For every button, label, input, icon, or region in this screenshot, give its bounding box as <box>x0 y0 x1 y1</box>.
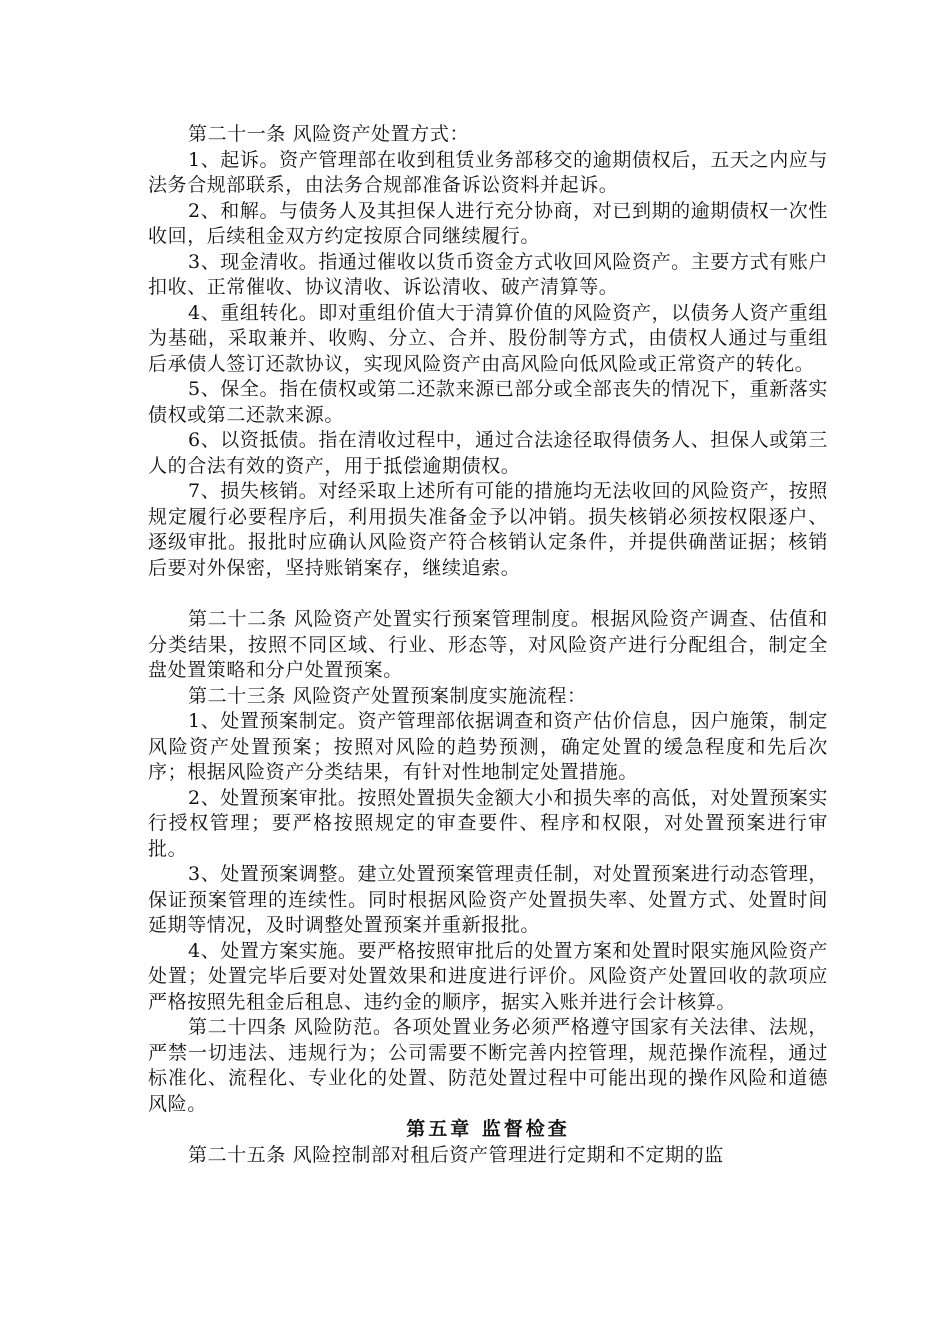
document-body <box>148 122 828 1168</box>
article-25-partial: 第二十五条 风险控制部对租后资产管理进行定期和不定期的监 <box>188 1143 724 1166</box>
plan-approval: 2、处置预案审批。按照处置损失金额大小和损失率的高低，对处置预案实行授权管理；要严格按照规定的审查要件、程序和权限，对处置预案进行审批。 <box>148 786 828 860</box>
plan-implementation: 4、处置方案实施。要严格按照审批后的处置方案和处置时限实施风险资产处置；处置完毕后要对处置效果和进度进行评价。风险资产处置回收的款项应严格按照先租金后租息、违约金的顺序，据实入账并进行会计核算。 <box>148 939 828 1013</box>
plan-adjustment: 3、处置预案调整。建立处置预案管理责任制，对处置预案进行动态管理，保证预案管理的连续性。同时根据风险资产处置损失率、处置方式、处置时间延期等情况，及时调整处置预案并重新报批。 <box>148 863 828 936</box>
method-write-off: 7、损失核销。对经采取上述所有可能的措施均无法收回的风险资产，按照规定履行必要程序后，利用损失准备金予以冲销。损失核销必须按权限逐户、逐级审批。报批时应确认风险资产符合核销认定条件，并提供确凿证据；核销后要对外保密，坚持账销案存，继续追索。 <box>148 480 828 579</box>
article-21-heading: 第二十一条 风险资产处置方式： <box>188 123 470 145</box>
method-settlement: 2、和解。与债务人及其担保人进行充分协商，对已到期的逾期债权一次性收回，后续租金双方约定按原合同继续履行。 <box>148 199 828 247</box>
method-cash-collection: 3、现金清收。指通过催收以货币资金方式收回风险资产。主要方式有账户扣收、正常催收、协议清收、诉讼清收、破产清算等。 <box>148 250 828 298</box>
method-preservation: 5、保全。指在债权或第二还款来源已部分或全部丧失的情况下，重新落实债权或第二还款来源。 <box>148 378 828 426</box>
method-restructuring: 4、重组转化。即对重组价值大于清算价值的风险资产，以债务人资产重组为基础，采取兼并、收购、分立、合并、股份制等方式，由债权人通过与重组后承债人签订还款协议，实现风险资产由高风险向低风险或正常资产的转化。 <box>148 301 828 375</box>
article-23-heading: 第二十三条 风险资产处置预案制度实施流程： <box>188 684 587 707</box>
paragraph-spacer <box>148 581 828 607</box>
chapter-5-heading: 第五章 监督检查 <box>406 1118 570 1140</box>
article-22: 第二十二条 风险资产处置实行预案管理制度。根据风险资产调查、估值和分类结果，按照不同区域、行业、形态等，对风险资产进行分配组合，制定全盘处置策略和分户处置预案。 <box>148 608 828 681</box>
plan-formulation: 1、处置预案制定。资产管理部依据调查和资产估价信息，因户施策，制定风险资产处置预案；按照对风险的趋势预测，确定处置的缓急程度和先后次序；根据风险资产分类结果，有针对性地制定处置措施。 <box>148 710 828 783</box>
method-debt-to-asset: 6、以资抵债。指在清收过程中，通过合法途径取得债务人、担保人或第三人的合法有效的资产，用于抵偿逾期债权。 <box>148 429 828 477</box>
article-24: 第二十四条 风险防范。各项处置业务必须严格遵守国家有关法律、法规，严禁一切违法、违规行为；公司需要不断完善内控管理，规范操作流程，通过标准化、流程化、专业化的处置、防范处置过程中可能出现的操作风险和道德风险。 <box>148 1016 828 1115</box>
method-lawsuit: 1、起诉。资产管理部在收到租赁业务部移交的逾期债权后，五天之内应与法务合规部联系，由法务合规部准备诉讼资料并起诉。 <box>148 148 828 196</box>
